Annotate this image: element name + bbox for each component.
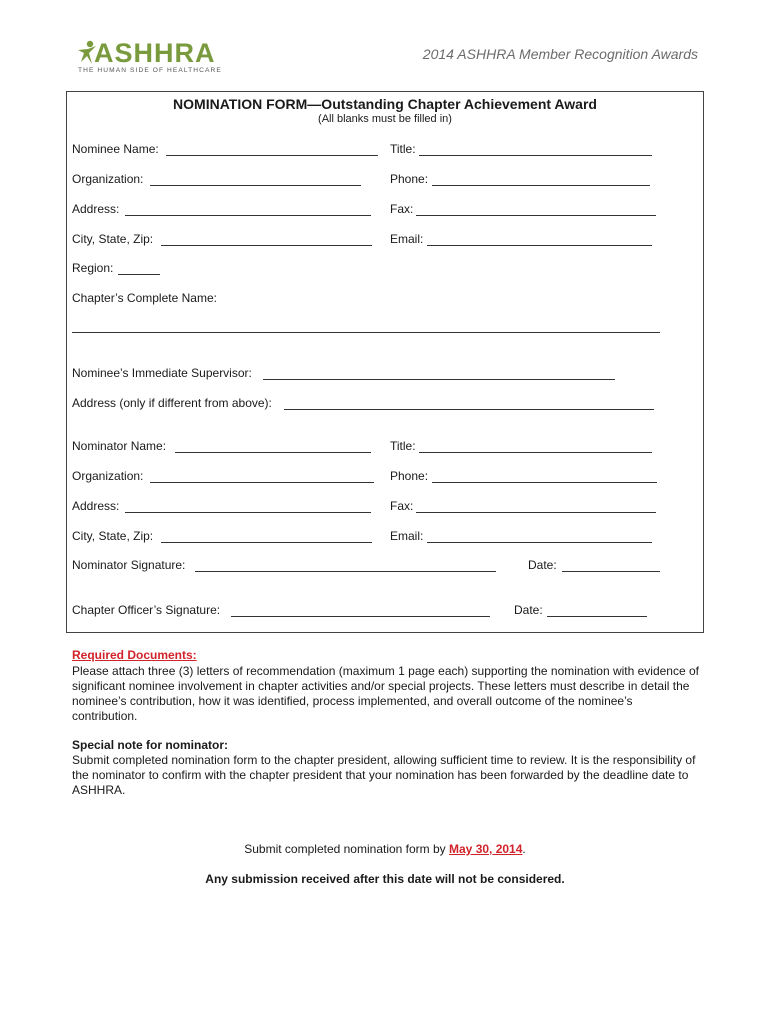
required-documents-heading: Required Documents: [72, 648, 197, 662]
nominator-organization-field[interactable] [150, 482, 374, 483]
supervisor-field[interactable] [263, 379, 615, 380]
nominee-address-field[interactable] [125, 215, 371, 216]
form-subtitle: (All blanks must be filled in) [318, 113, 452, 125]
nominator-date-field[interactable] [562, 571, 660, 572]
deadline-date: May 30, 2014 [449, 842, 523, 856]
nominator-date-label: Date: [528, 558, 557, 572]
nominator-name-label: Nominator Name: [72, 439, 167, 453]
nominator-title-field[interactable] [419, 452, 652, 453]
nominee-city-state-zip-label: City, State, Zip: [72, 232, 154, 246]
supervisor-address-field[interactable] [284, 409, 654, 410]
region-field[interactable] [118, 274, 160, 275]
supervisor-address-label: Address (only if different from above): [72, 396, 272, 410]
late-submission-warning: Any submission received after this date will not be considered. [205, 872, 565, 886]
officer-signature-label: Chapter Officer’s Signature: [72, 603, 221, 617]
supervisor-label: Nominee’s Immediate Supervisor: [72, 366, 252, 380]
officer-date-field[interactable] [547, 616, 647, 617]
nominee-city-state-zip-field[interactable] [161, 245, 372, 246]
nominee-phone-field[interactable] [432, 185, 650, 186]
form-title: NOMINATION FORM—Outstanding Chapter Achievement Award [173, 96, 597, 112]
nominator-title-label: Title: [390, 439, 416, 453]
nominator-email-field[interactable] [427, 542, 652, 543]
nominee-name-field[interactable] [166, 155, 378, 156]
nominee-address-label: Address: [72, 202, 120, 216]
nominator-signature-label: Nominator Signature: [72, 558, 186, 572]
chapter-name-label: Chapter’s Complete Name: [72, 291, 217, 305]
submission-suffix: . [522, 842, 526, 856]
submission-instruction [0, 842, 770, 856]
required-documents-text: Please attach three (3) letters of recommendation (maximum 1 page each) supporting the nomination with evidence of significant nominee involvement in chapter activities and/or special projects. These letters must describe in detail the nominee’s contribution, how it was identified, process implemented, and overall outcome of the nominee’s contribution. [72, 664, 699, 723]
region-label: Region: [72, 261, 114, 275]
nominator-organization-label: Organization: [72, 469, 144, 483]
logo-wordmark: ASHHRA [94, 38, 216, 68]
submission-prefix: Submit completed nomination form by [244, 842, 450, 856]
nominator-signature-field[interactable] [195, 571, 496, 572]
nominator-city-state-zip-label: City, State, Zip: [72, 529, 154, 543]
nominator-phone-label: Phone: [390, 469, 429, 483]
chapter-name-field[interactable] [72, 332, 660, 333]
nominee-fax-field[interactable] [416, 215, 656, 216]
nominator-address-label: Address: [72, 499, 120, 513]
officer-signature-field[interactable] [231, 616, 490, 617]
nominator-name-field[interactable] [175, 452, 371, 453]
nominee-phone-label: Phone: [390, 172, 429, 186]
nominator-city-state-zip-field[interactable] [161, 542, 372, 543]
nominee-title-label: Title: [390, 142, 416, 156]
nominee-email-label: Email: [390, 232, 424, 246]
nominator-fax-field[interactable] [416, 512, 656, 513]
header-title: 2014 ASHHRA Member Recognition Awards [422, 46, 698, 62]
officer-date-label: Date: [514, 603, 543, 617]
nominator-address-field[interactable] [125, 512, 371, 513]
special-note-text: Submit completed nomination form to the chapter president, allowing sufficient time to review. It is the responsibility of the nominator to confirm with the chapter president that your nomination has been forwarded by the deadline date to ASHHRA. [72, 753, 696, 797]
nominee-name-label: Nominee Name: [72, 142, 159, 156]
nominee-email-field[interactable] [427, 245, 652, 246]
nominator-fax-label: Fax: [390, 499, 414, 513]
nominee-title-field[interactable] [419, 155, 652, 156]
nominator-phone-field[interactable] [432, 482, 657, 483]
nominator-email-label: Email: [390, 529, 424, 543]
nominee-fax-label: Fax: [390, 202, 414, 216]
special-note-heading: Special note for nominator: [72, 738, 229, 752]
nomination-form-box [66, 91, 704, 633]
nominee-organization-field[interactable] [150, 185, 361, 186]
nominee-organization-label: Organization: [72, 172, 144, 186]
logo-tagline: THE HUMAN SIDE OF HEALTHCARE [78, 67, 222, 74]
